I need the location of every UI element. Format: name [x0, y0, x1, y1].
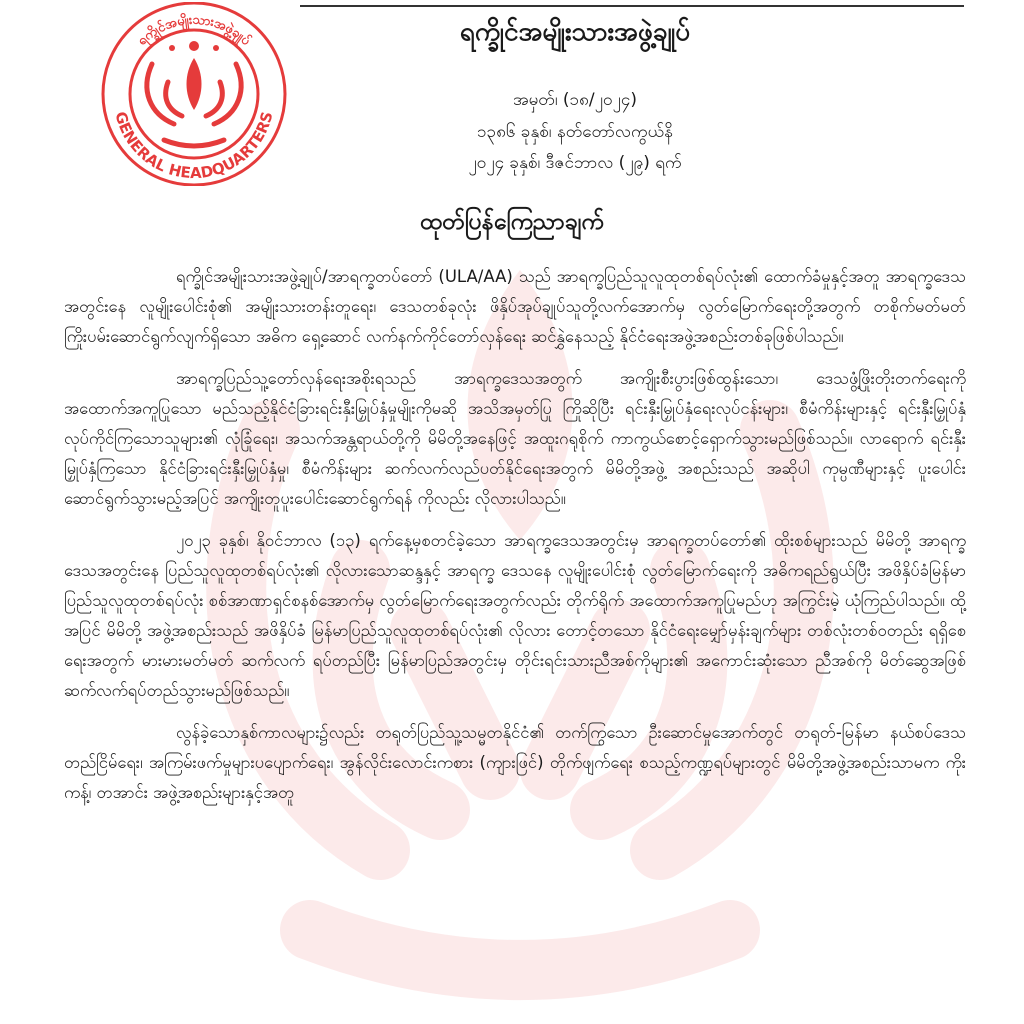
statement-heading: ထုတ်ပြန်ကြေညာချက်	[420, 209, 604, 235]
seal-logo	[94, 2, 294, 186]
reference-number: အမှတ်၊ (၁၈/၂၀၂၄)	[512, 90, 638, 110]
header-rule	[300, 5, 964, 7]
paragraph-2: အာရက္ခပြည်သူ့တော်လှန်ရေးအစိုးရသည် အာရက္ခဒေသအတွက် အကျိုးစီးပွားဖြစ်ထွန်းသော၊ ဒေသဖွံ့ဖြိုးတိုးတက်ရေးကို အထောက်အကူပြုသော မည်သည့်နိုင်ငံခြားရင်းနှီးမြှုပ်နှံမှုမျိုးကိုမဆို အသိအမှတ်ပြု ကြိုဆိုပြီး ရင်းနှီးမြှုပ်နှံရေးလုပ်ငန်းများ၊ စီမံကိန်းများနှင့် ရင်းနှီးမြှုပ်နှံလုပ်ကိုင်ကြသောသူများ၏ လုံခြုံရေး၊ အသက်အန္တရာယ်တို့ကို မိမိတို့အနေဖြင့် အထူးဂရုစိုက် ကာကွယ်စောင့်ရှောက်သွားမည်ဖြစ်သည်။ လာရောက် ရင်းနှီးမြှုပ်နှံကြသော နိုင်ငံခြားရင်းနှီးမြှုပ်နှံမှု၊ စီမံကိန်းများ ဆက်လက်လည်ပတ်နိုင်ရေးအတွက် မိမိတို့အဖွဲ့ အစည်းသည် အဆိုပါ ကုမ္ပဏီများနှင့် ပူးပေါင်းဆောင်ရွက်သွားမည့်အပြင် အကျိုးတူပူးပေါင်းဆောင်ရွက်ရန် ကိုလည်း လိုလားပါသည်။	[64, 369, 966, 508]
svg-text:ရက္ခိုင်အမျိုးသားအဖွဲ့ချုပ်: ရက္ခိုင်အမျိုးသားအဖွဲ့ချုပ်	[134, 12, 254, 49]
paragraph-4: လွန်ခဲ့သောနှစ်ကာလများ၌လည်း တရုတ်ပြည်သူ့သမ္မတနိုင်ငံ၏ တက်ကြွသော ဦးဆောင်မှုအောက်တွင် တရုတ်-မြန်မာ နယ်စပ်ဒေသတည်ငြိမ်ရေး၊ အကြမ်းဖက်မှုများပပျောက်ရေး၊ အွန်လိုင်းလောင်းကစား (ကျားဖြင်) တိုက်ဖျက်ရေး စသည့်ကဏ္ဍရပ်များတွင် မိမိတို့အဖွဲ့အစည်းသာမက ကိုးကန့်၊ တအာင်း အဖွဲ့အစည်းများနှင့်အတူ	[64, 723, 966, 802]
myanmar-calendar-date: ၁၃၈၆ ခုနှစ်၊ နတ်တော်လကွယ်နိ	[477, 122, 673, 142]
paragraph-1: ရက္ခိုင်အမျိုးသားအဖွဲ့ချုပ်/အာရက္ခတပ်တော် (ULA/AA) သည် အာရက္ခပြည်သူလူထုတစ်ရပ်လုံး၏ ထောက်ခံမှုနှင့်အတူ အာရက္ခဒေသအတွင်းနေ လူမျိုးပေါင်းစုံ၏ အမျိုးသားတန်းတူရေး၊ ဒေသတစ်ခုလုံး ဖိနှိပ်အုပ်ချုပ်သူတို့လက်အောက်မှ လွတ်မြောက်ရေးတို့အတွက် တစိုက်မတ်မတ် ကြိုးပမ်းဆောင်ရွက်လျက်ရှိသော အဓိက ရှေ့ဆောင် လက်နက်ကိုင်တော်လှန်ရေး ဆင်နွှဲနေသည့် နိုင်ငံရေးအဖွဲ့အစည်းတစ်ခုဖြစ်ပါသည်။	[64, 267, 966, 346]
gregorian-date: ၂၀၂၄ ခုနှစ်၊ ဒီဇင်ဘာလ (၂၉) ရက်	[468, 153, 682, 173]
paragraph-3: ၂၀၂၃ ခုနှစ်၊ နိုဝင်ဘာလ (၁၃) ရက်နေ့မှစတင်ခဲ့သော အာရက္ခဒေသအတွင်းမှ အာရက္ခတပ်တော်၏ ထိုးစစ်များသည် မိမိတို့ အာရက္ခဒေသအတွင်းနေ ပြည်သူလူထုတစ်ရပ်လုံး၏ လိုလားသောဆန္ဒနှင့် အာရက္ခ ဒေသနေ လူမျိုးပေါင်းစုံ လွတ်မြောက်ရေးကို အဓိကရည်ရွယ်ပြီး အဖိနှိပ်ခံမြန်မာပြည်သူလူထုတစ်ရပ်လုံး စစ်အာဏာရှင်စနစ်အောက်မှ လွတ်မြောက်ရေးအတွက်လည်း တိုက်ရိုက် အထောက်အကူပြုမည်ဟု အကြွင်းမဲ့ ယုံကြည်ပါသည်။ ထို့အပြင် မိမိတို့ အဖွဲ့အစည်းသည် အဖိနှိပ်ခံ မြန်မာပြည်သူလူထုတစ်ရပ်လုံး၏ လိုလား တောင့်တသော နိုင်ငံရေးမျှော်မှန်းချက်များ တစ်လုံးတစ်ဝတည်း ရရှိစေရေးအတွက် မားမားမတ်မတ် ဆက်လက် ရပ်တည်ပြီး မြန်မာပြည်အတွင်းမှ တိုင်းရင်းသားညီအစ်ကိုများ၏ အကောင်းဆုံးသော ညီအစ်ကို မိတ်ဆွေအဖြစ် ဆက်လက်ရပ်တည်သွားမည်ဖြစ်သည်။	[64, 531, 966, 700]
document-title: ရက္ခိုင်အမျိုးသားအဖွဲ့ချုပ်	[459, 17, 691, 47]
statement-body	[64, 262, 966, 820]
svg-text:GENERAL HEADQUARTERS: GENERAL HEADQUARTERS	[111, 109, 277, 183]
